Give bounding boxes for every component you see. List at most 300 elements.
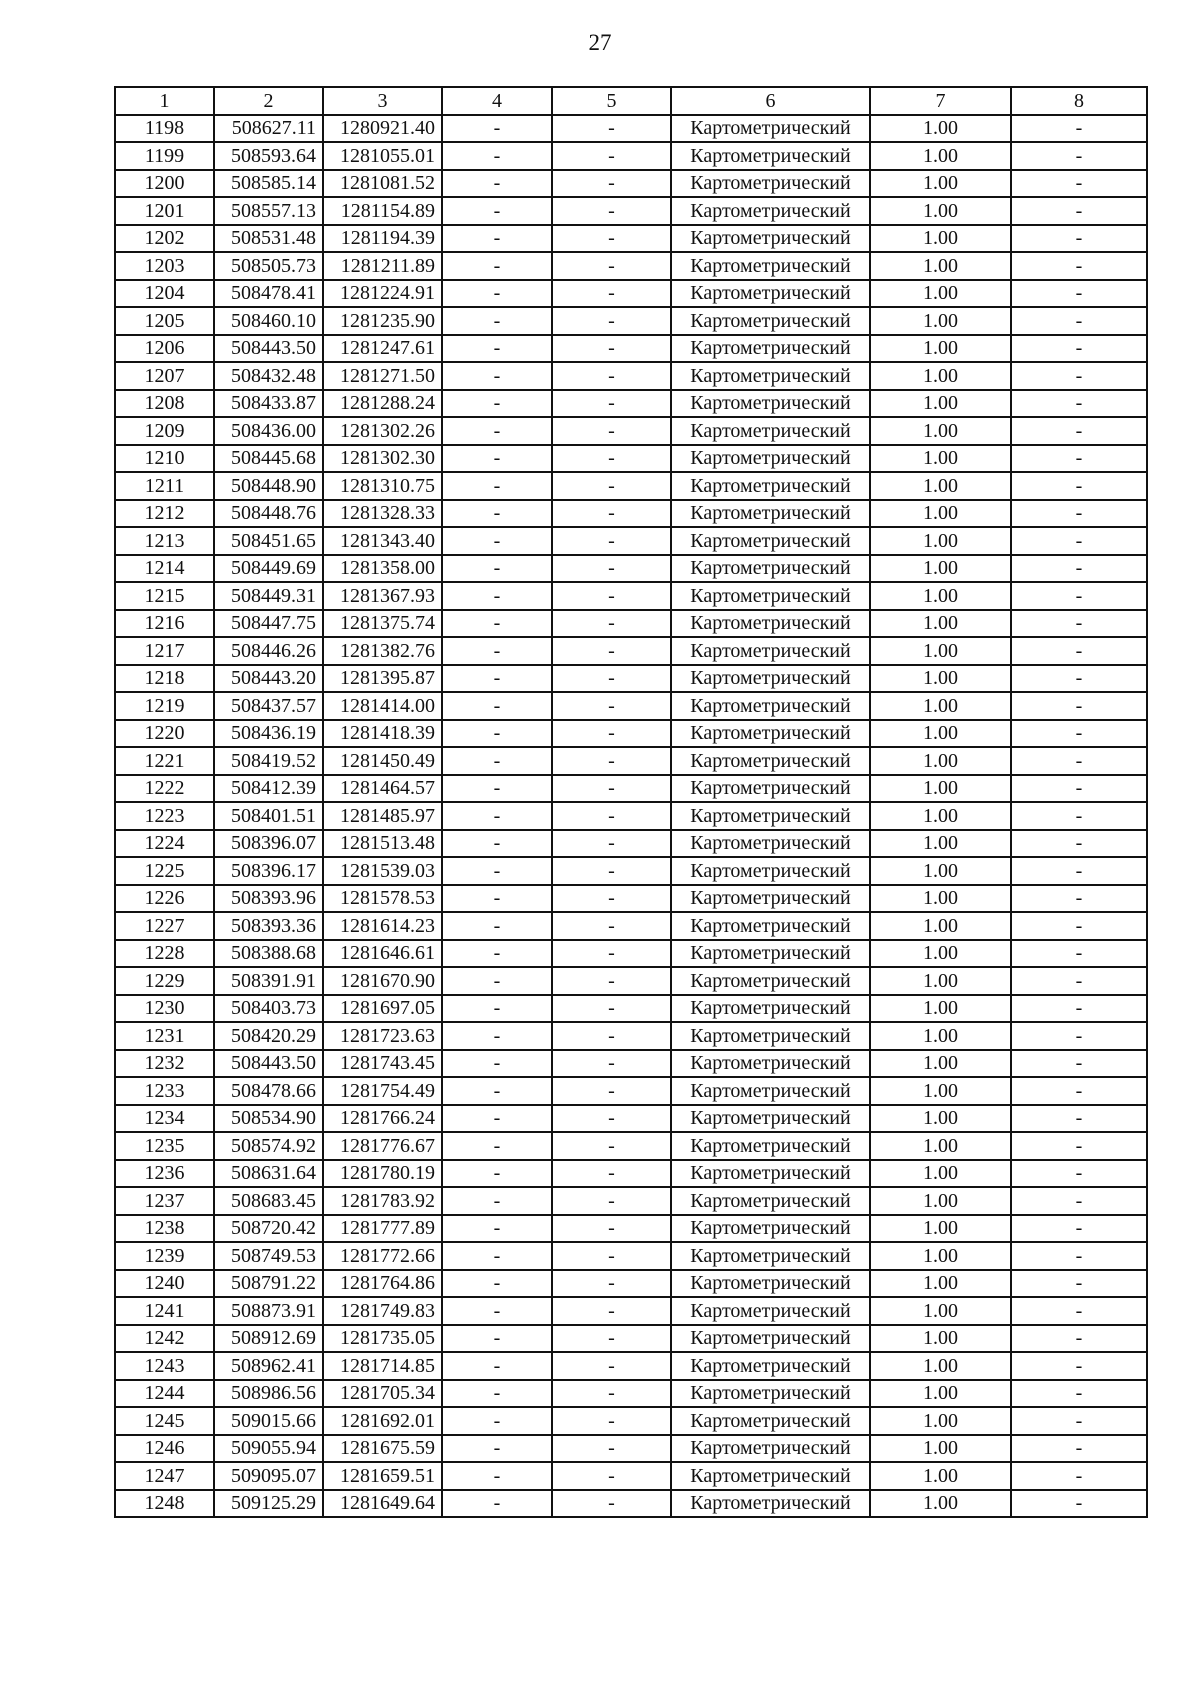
method-cell: Картометрический bbox=[671, 252, 870, 280]
y-coordinate-cell: 1281776.67 bbox=[323, 1132, 442, 1160]
x-coordinate-cell: 508447.75 bbox=[214, 610, 323, 638]
x-coordinate-cell: 508585.14 bbox=[214, 170, 323, 198]
column-4-cell: - bbox=[442, 445, 552, 473]
y-coordinate-cell: 1281723.63 bbox=[323, 1022, 442, 1050]
x-coordinate-cell: 508396.07 bbox=[214, 830, 323, 858]
x-coordinate-cell: 508437.57 bbox=[214, 692, 323, 720]
y-coordinate-cell: 1281485.97 bbox=[323, 802, 442, 830]
column-5-cell: - bbox=[552, 747, 671, 775]
column-8-cell: - bbox=[1011, 967, 1147, 995]
point-number-cell: 1224 bbox=[115, 830, 214, 858]
table-row bbox=[115, 1462, 1147, 1490]
table-row bbox=[115, 252, 1147, 280]
y-coordinate-cell: 1281211.89 bbox=[323, 252, 442, 280]
accuracy-cell: 1.00 bbox=[870, 720, 1011, 748]
column-5-cell: - bbox=[552, 1160, 671, 1188]
accuracy-cell: 1.00 bbox=[870, 1077, 1011, 1105]
x-coordinate-cell: 508478.41 bbox=[214, 280, 323, 308]
column-4-cell: - bbox=[442, 142, 552, 170]
accuracy-cell: 1.00 bbox=[870, 362, 1011, 390]
y-coordinate-cell: 1281055.01 bbox=[323, 142, 442, 170]
column-8-cell: - bbox=[1011, 1215, 1147, 1243]
accuracy-cell: 1.00 bbox=[870, 665, 1011, 693]
column-4-cell: - bbox=[442, 115, 552, 143]
column-5-cell: - bbox=[552, 1050, 671, 1078]
y-coordinate-cell: 1281224.91 bbox=[323, 280, 442, 308]
method-cell: Картометрический bbox=[671, 445, 870, 473]
x-coordinate-cell: 508403.73 bbox=[214, 995, 323, 1023]
x-coordinate-cell: 508531.48 bbox=[214, 225, 323, 253]
table-row bbox=[115, 830, 1147, 858]
column-8-cell: - bbox=[1011, 1105, 1147, 1133]
table-row bbox=[115, 142, 1147, 170]
accuracy-cell: 1.00 bbox=[870, 417, 1011, 445]
method-cell: Картометрический bbox=[671, 967, 870, 995]
column-header: 8 bbox=[1011, 87, 1147, 115]
method-cell: Картометрический bbox=[671, 720, 870, 748]
y-coordinate-cell: 1281310.75 bbox=[323, 472, 442, 500]
column-5-cell: - bbox=[552, 720, 671, 748]
x-coordinate-cell: 508443.20 bbox=[214, 665, 323, 693]
method-cell: Картометрический bbox=[671, 1187, 870, 1215]
table-row bbox=[115, 445, 1147, 473]
column-5-cell: - bbox=[552, 390, 671, 418]
point-number-cell: 1220 bbox=[115, 720, 214, 748]
point-number-cell: 1237 bbox=[115, 1187, 214, 1215]
x-coordinate-cell: 509015.66 bbox=[214, 1407, 323, 1435]
x-coordinate-cell: 508627.11 bbox=[214, 115, 323, 143]
y-coordinate-cell: 1281646.61 bbox=[323, 940, 442, 968]
x-coordinate-cell: 508574.92 bbox=[214, 1132, 323, 1160]
column-8-cell: - bbox=[1011, 1435, 1147, 1463]
column-4-cell: - bbox=[442, 472, 552, 500]
accuracy-cell: 1.00 bbox=[870, 1490, 1011, 1518]
accuracy-cell: 1.00 bbox=[870, 1462, 1011, 1490]
accuracy-cell: 1.00 bbox=[870, 252, 1011, 280]
accuracy-cell: 1.00 bbox=[870, 582, 1011, 610]
column-8-cell: - bbox=[1011, 335, 1147, 363]
column-4-cell: - bbox=[442, 170, 552, 198]
accuracy-cell: 1.00 bbox=[870, 1160, 1011, 1188]
method-cell: Картометрический bbox=[671, 857, 870, 885]
x-coordinate-cell: 508436.00 bbox=[214, 417, 323, 445]
x-coordinate-cell: 508451.65 bbox=[214, 527, 323, 555]
table-row bbox=[115, 335, 1147, 363]
method-cell: Картометрический bbox=[671, 527, 870, 555]
column-5-cell: - bbox=[552, 1132, 671, 1160]
y-coordinate-cell: 1280921.40 bbox=[323, 115, 442, 143]
column-4-cell: - bbox=[442, 1297, 552, 1325]
y-coordinate-cell: 1281418.39 bbox=[323, 720, 442, 748]
method-cell: Картометрический bbox=[671, 1490, 870, 1518]
y-coordinate-cell: 1281749.83 bbox=[323, 1297, 442, 1325]
point-number-cell: 1203 bbox=[115, 252, 214, 280]
accuracy-cell: 1.00 bbox=[870, 995, 1011, 1023]
method-cell: Картометрический bbox=[671, 115, 870, 143]
y-coordinate-cell: 1281783.92 bbox=[323, 1187, 442, 1215]
x-coordinate-cell: 509125.29 bbox=[214, 1490, 323, 1518]
column-8-cell: - bbox=[1011, 747, 1147, 775]
y-coordinate-cell: 1281375.74 bbox=[323, 610, 442, 638]
accuracy-cell: 1.00 bbox=[870, 885, 1011, 913]
point-number-cell: 1198 bbox=[115, 115, 214, 143]
method-cell: Картометрический bbox=[671, 582, 870, 610]
y-coordinate-cell: 1281697.05 bbox=[323, 995, 442, 1023]
method-cell: Картометрический bbox=[671, 637, 870, 665]
y-coordinate-cell: 1281414.00 bbox=[323, 692, 442, 720]
table-row bbox=[115, 1490, 1147, 1518]
column-4-cell: - bbox=[442, 335, 552, 363]
y-coordinate-cell: 1281343.40 bbox=[323, 527, 442, 555]
method-cell: Картометрический bbox=[671, 170, 870, 198]
column-4-cell: - bbox=[442, 1462, 552, 1490]
point-number-cell: 1235 bbox=[115, 1132, 214, 1160]
point-number-cell: 1212 bbox=[115, 500, 214, 528]
column-5-cell: - bbox=[552, 775, 671, 803]
y-coordinate-cell: 1281247.61 bbox=[323, 335, 442, 363]
column-4-cell: - bbox=[442, 527, 552, 555]
accuracy-cell: 1.00 bbox=[870, 472, 1011, 500]
y-coordinate-cell: 1281670.90 bbox=[323, 967, 442, 995]
column-5-cell: - bbox=[552, 1242, 671, 1270]
x-coordinate-cell: 508448.90 bbox=[214, 472, 323, 500]
table-body bbox=[115, 115, 1147, 1518]
column-4-cell: - bbox=[442, 1380, 552, 1408]
point-number-cell: 1201 bbox=[115, 197, 214, 225]
page-number: 27 bbox=[588, 30, 612, 55]
method-cell: Картометрический bbox=[671, 1435, 870, 1463]
column-5-cell: - bbox=[552, 555, 671, 583]
y-coordinate-cell: 1281780.19 bbox=[323, 1160, 442, 1188]
method-cell: Картометрический bbox=[671, 1407, 870, 1435]
y-coordinate-cell: 1281764.86 bbox=[323, 1270, 442, 1298]
y-coordinate-cell: 1281705.34 bbox=[323, 1380, 442, 1408]
column-4-cell: - bbox=[442, 225, 552, 253]
column-5-cell: - bbox=[552, 637, 671, 665]
accuracy-cell: 1.00 bbox=[870, 142, 1011, 170]
column-4-cell: - bbox=[442, 1187, 552, 1215]
point-number-cell: 1207 bbox=[115, 362, 214, 390]
method-cell: Картометрический bbox=[671, 802, 870, 830]
column-8-cell: - bbox=[1011, 280, 1147, 308]
point-number-cell: 1213 bbox=[115, 527, 214, 555]
method-cell: Картометрический bbox=[671, 1022, 870, 1050]
accuracy-cell: 1.00 bbox=[870, 1407, 1011, 1435]
column-4-cell: - bbox=[442, 1022, 552, 1050]
method-cell: Картометрический bbox=[671, 1215, 870, 1243]
table-row bbox=[115, 582, 1147, 610]
x-coordinate-cell: 508393.96 bbox=[214, 885, 323, 913]
column-5-cell: - bbox=[552, 335, 671, 363]
y-coordinate-cell: 1281735.05 bbox=[323, 1325, 442, 1353]
point-number-cell: 1199 bbox=[115, 142, 214, 170]
column-5-cell: - bbox=[552, 445, 671, 473]
column-8-cell: - bbox=[1011, 830, 1147, 858]
accuracy-cell: 1.00 bbox=[870, 967, 1011, 995]
method-cell: Картометрический bbox=[671, 775, 870, 803]
column-4-cell: - bbox=[442, 857, 552, 885]
column-8-cell: - bbox=[1011, 857, 1147, 885]
column-5-cell: - bbox=[552, 1325, 671, 1353]
table-row bbox=[115, 1132, 1147, 1160]
column-4-cell: - bbox=[442, 252, 552, 280]
accuracy-cell: 1.00 bbox=[870, 555, 1011, 583]
column-4-cell: - bbox=[442, 417, 552, 445]
table-row bbox=[115, 1297, 1147, 1325]
table-row bbox=[115, 995, 1147, 1023]
column-8-cell: - bbox=[1011, 912, 1147, 940]
column-header: 6 bbox=[671, 87, 870, 115]
column-5-cell: - bbox=[552, 857, 671, 885]
x-coordinate-cell: 508412.39 bbox=[214, 775, 323, 803]
table-row bbox=[115, 1160, 1147, 1188]
y-coordinate-cell: 1281766.24 bbox=[323, 1105, 442, 1133]
table-row bbox=[115, 1215, 1147, 1243]
method-cell: Картометрический bbox=[671, 912, 870, 940]
column-8-cell: - bbox=[1011, 142, 1147, 170]
column-5-cell: - bbox=[552, 610, 671, 638]
method-cell: Картометрический bbox=[671, 1297, 870, 1325]
x-coordinate-cell: 508420.29 bbox=[214, 1022, 323, 1050]
column-5-cell: - bbox=[552, 665, 671, 693]
column-4-cell: - bbox=[442, 912, 552, 940]
column-8-cell: - bbox=[1011, 1242, 1147, 1270]
method-cell: Картометрический bbox=[671, 1325, 870, 1353]
method-cell: Картометрический bbox=[671, 555, 870, 583]
column-8-cell: - bbox=[1011, 637, 1147, 665]
x-coordinate-cell: 508749.53 bbox=[214, 1242, 323, 1270]
table-row bbox=[115, 1077, 1147, 1105]
accuracy-cell: 1.00 bbox=[870, 500, 1011, 528]
method-cell: Картометрический bbox=[671, 417, 870, 445]
column-5-cell: - bbox=[552, 967, 671, 995]
accuracy-cell: 1.00 bbox=[870, 1022, 1011, 1050]
x-coordinate-cell: 508557.13 bbox=[214, 197, 323, 225]
column-8-cell: - bbox=[1011, 1050, 1147, 1078]
column-5-cell: - bbox=[552, 1270, 671, 1298]
column-4-cell: - bbox=[442, 1105, 552, 1133]
column-4-cell: - bbox=[442, 637, 552, 665]
table-row bbox=[115, 637, 1147, 665]
method-cell: Картометрический bbox=[671, 197, 870, 225]
column-5-cell: - bbox=[552, 1407, 671, 1435]
table-row bbox=[115, 197, 1147, 225]
accuracy-cell: 1.00 bbox=[870, 1132, 1011, 1160]
accuracy-cell: 1.00 bbox=[870, 445, 1011, 473]
column-8-cell: - bbox=[1011, 1022, 1147, 1050]
column-4-cell: - bbox=[442, 555, 552, 583]
x-coordinate-cell: 508683.45 bbox=[214, 1187, 323, 1215]
column-8-cell: - bbox=[1011, 252, 1147, 280]
column-5-cell: - bbox=[552, 527, 671, 555]
accuracy-cell: 1.00 bbox=[870, 280, 1011, 308]
table-row bbox=[115, 1380, 1147, 1408]
accuracy-cell: 1.00 bbox=[870, 692, 1011, 720]
table-row bbox=[115, 1435, 1147, 1463]
accuracy-cell: 1.00 bbox=[870, 170, 1011, 198]
accuracy-cell: 1.00 bbox=[870, 1105, 1011, 1133]
table-row bbox=[115, 775, 1147, 803]
point-number-cell: 1229 bbox=[115, 967, 214, 995]
point-number-cell: 1200 bbox=[115, 170, 214, 198]
method-cell: Картометрический bbox=[671, 1270, 870, 1298]
column-4-cell: - bbox=[442, 280, 552, 308]
x-coordinate-cell: 508460.10 bbox=[214, 307, 323, 335]
column-5-cell: - bbox=[552, 1105, 671, 1133]
table-row bbox=[115, 857, 1147, 885]
column-5-cell: - bbox=[552, 417, 671, 445]
table-row bbox=[115, 692, 1147, 720]
column-4-cell: - bbox=[442, 582, 552, 610]
column-4-cell: - bbox=[442, 885, 552, 913]
point-number-cell: 1242 bbox=[115, 1325, 214, 1353]
point-number-cell: 1214 bbox=[115, 555, 214, 583]
column-4-cell: - bbox=[442, 610, 552, 638]
method-cell: Картометрический bbox=[671, 995, 870, 1023]
y-coordinate-cell: 1281743.45 bbox=[323, 1050, 442, 1078]
column-4-cell: - bbox=[442, 720, 552, 748]
y-coordinate-cell: 1281772.66 bbox=[323, 1242, 442, 1270]
column-8-cell: - bbox=[1011, 665, 1147, 693]
table-row bbox=[115, 115, 1147, 143]
table-row bbox=[115, 1270, 1147, 1298]
accuracy-cell: 1.00 bbox=[870, 1435, 1011, 1463]
accuracy-cell: 1.00 bbox=[870, 1380, 1011, 1408]
table-row bbox=[115, 527, 1147, 555]
point-number-cell: 1246 bbox=[115, 1435, 214, 1463]
x-coordinate-cell: 508448.76 bbox=[214, 500, 323, 528]
x-coordinate-cell: 508873.91 bbox=[214, 1297, 323, 1325]
table-row bbox=[115, 885, 1147, 913]
table-row bbox=[115, 417, 1147, 445]
column-5-cell: - bbox=[552, 1352, 671, 1380]
column-header: 5 bbox=[552, 87, 671, 115]
column-8-cell: - bbox=[1011, 1270, 1147, 1298]
column-8-cell: - bbox=[1011, 1462, 1147, 1490]
point-number-cell: 1222 bbox=[115, 775, 214, 803]
point-number-cell: 1228 bbox=[115, 940, 214, 968]
accuracy-cell: 1.00 bbox=[870, 1242, 1011, 1270]
point-number-cell: 1234 bbox=[115, 1105, 214, 1133]
y-coordinate-cell: 1281513.48 bbox=[323, 830, 442, 858]
y-coordinate-cell: 1281578.53 bbox=[323, 885, 442, 913]
table-header-row bbox=[115, 87, 1147, 115]
column-8-cell: - bbox=[1011, 1132, 1147, 1160]
column-4-cell: - bbox=[442, 747, 552, 775]
column-5-cell: - bbox=[552, 802, 671, 830]
y-coordinate-cell: 1281235.90 bbox=[323, 307, 442, 335]
accuracy-cell: 1.00 bbox=[870, 390, 1011, 418]
y-coordinate-cell: 1281194.39 bbox=[323, 225, 442, 253]
column-5-cell: - bbox=[552, 170, 671, 198]
point-number-cell: 1204 bbox=[115, 280, 214, 308]
accuracy-cell: 1.00 bbox=[870, 307, 1011, 335]
y-coordinate-cell: 1281539.03 bbox=[323, 857, 442, 885]
point-number-cell: 1236 bbox=[115, 1160, 214, 1188]
accuracy-cell: 1.00 bbox=[870, 802, 1011, 830]
point-number-cell: 1233 bbox=[115, 1077, 214, 1105]
x-coordinate-cell: 508443.50 bbox=[214, 1050, 323, 1078]
x-coordinate-cell: 508986.56 bbox=[214, 1380, 323, 1408]
point-number-cell: 1247 bbox=[115, 1462, 214, 1490]
column-8-cell: - bbox=[1011, 500, 1147, 528]
method-cell: Картометрический bbox=[671, 500, 870, 528]
column-8-cell: - bbox=[1011, 307, 1147, 335]
point-number-cell: 1244 bbox=[115, 1380, 214, 1408]
y-coordinate-cell: 1281395.87 bbox=[323, 665, 442, 693]
column-8-cell: - bbox=[1011, 445, 1147, 473]
column-5-cell: - bbox=[552, 995, 671, 1023]
method-cell: Картометрический bbox=[671, 1050, 870, 1078]
column-8-cell: - bbox=[1011, 1160, 1147, 1188]
method-cell: Картометрический bbox=[671, 307, 870, 335]
table-row bbox=[115, 362, 1147, 390]
accuracy-cell: 1.00 bbox=[870, 1270, 1011, 1298]
table-row bbox=[115, 307, 1147, 335]
point-number-cell: 1240 bbox=[115, 1270, 214, 1298]
table-row bbox=[115, 225, 1147, 253]
x-coordinate-cell: 508433.87 bbox=[214, 390, 323, 418]
column-4-cell: - bbox=[442, 665, 552, 693]
column-8-cell: - bbox=[1011, 115, 1147, 143]
point-number-cell: 1223 bbox=[115, 802, 214, 830]
column-4-cell: - bbox=[442, 802, 552, 830]
column-8-cell: - bbox=[1011, 472, 1147, 500]
x-coordinate-cell: 508446.26 bbox=[214, 637, 323, 665]
y-coordinate-cell: 1281302.26 bbox=[323, 417, 442, 445]
column-header: 1 bbox=[115, 87, 214, 115]
column-5-cell: - bbox=[552, 1022, 671, 1050]
column-4-cell: - bbox=[442, 775, 552, 803]
column-header: 4 bbox=[442, 87, 552, 115]
point-number-cell: 1217 bbox=[115, 637, 214, 665]
x-coordinate-cell: 508593.64 bbox=[214, 142, 323, 170]
column-4-cell: - bbox=[442, 1270, 552, 1298]
x-coordinate-cell: 508791.22 bbox=[214, 1270, 323, 1298]
column-4-cell: - bbox=[442, 362, 552, 390]
method-cell: Картометрический bbox=[671, 830, 870, 858]
method-cell: Картометрический bbox=[671, 1160, 870, 1188]
column-5-cell: - bbox=[552, 1077, 671, 1105]
y-coordinate-cell: 1281714.85 bbox=[323, 1352, 442, 1380]
y-coordinate-cell: 1281692.01 bbox=[323, 1407, 442, 1435]
method-cell: Картометрический bbox=[671, 335, 870, 363]
column-4-cell: - bbox=[442, 692, 552, 720]
x-coordinate-cell: 508962.41 bbox=[214, 1352, 323, 1380]
column-5-cell: - bbox=[552, 1297, 671, 1325]
method-cell: Картометрический bbox=[671, 747, 870, 775]
column-8-cell: - bbox=[1011, 775, 1147, 803]
point-number-cell: 1219 bbox=[115, 692, 214, 720]
column-5-cell: - bbox=[552, 472, 671, 500]
x-coordinate-cell: 508391.91 bbox=[214, 967, 323, 995]
x-coordinate-cell: 509055.94 bbox=[214, 1435, 323, 1463]
column-5-cell: - bbox=[552, 1462, 671, 1490]
y-coordinate-cell: 1281358.00 bbox=[323, 555, 442, 583]
column-5-cell: - bbox=[552, 940, 671, 968]
column-5-cell: - bbox=[552, 1187, 671, 1215]
point-number-cell: 1202 bbox=[115, 225, 214, 253]
x-coordinate-cell: 508445.68 bbox=[214, 445, 323, 473]
column-8-cell: - bbox=[1011, 1352, 1147, 1380]
column-4-cell: - bbox=[442, 1407, 552, 1435]
x-coordinate-cell: 508419.52 bbox=[214, 747, 323, 775]
table-row bbox=[115, 967, 1147, 995]
accuracy-cell: 1.00 bbox=[870, 610, 1011, 638]
point-number-cell: 1245 bbox=[115, 1407, 214, 1435]
column-8-cell: - bbox=[1011, 610, 1147, 638]
y-coordinate-cell: 1281614.23 bbox=[323, 912, 442, 940]
